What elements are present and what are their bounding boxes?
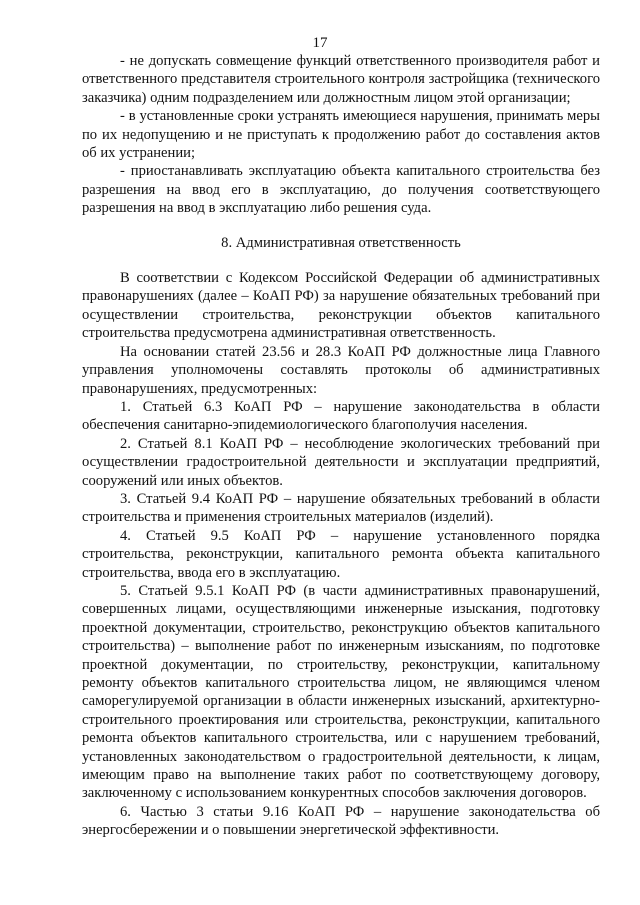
obligation-paragraph: - приостанавливать эксплуатацию объекта капитального строительства без разрешения на ввод его в эксплуатацию, до получения соответствующего разрешения на ввод в эксплуатацию либо решения суда. bbox=[82, 163, 600, 217]
list-item: 6. Частью 3 статьи 9.16 КоАП РФ – нарушение законодательства об энергосбережении и о повышении энергетической эффективности. bbox=[82, 803, 600, 839]
list-item: 1. Статьей 6.3 КоАП РФ – нарушение законодательства в области обеспечения санитарно-эпидемиологического благополучия населения. bbox=[82, 398, 600, 434]
list-item: 3. Статьей 9.4 КоАП РФ – нарушение обязательных требований в области строительства и применения строительных материалов (изделий). bbox=[82, 490, 600, 526]
document-body bbox=[82, 52, 600, 840]
body-paragraph: В соответствии с Кодексом Российской Федерации об административных правонарушениях (далее – КоАП РФ) за нарушение обязательных требований при осуществлении строительства, реконструкции объектов капитального строительства предусмотрена административная ответственность. bbox=[82, 270, 600, 342]
section-title: 8. Административная ответственность bbox=[221, 234, 461, 251]
obligation-paragraph: - не допускать совмещение функций ответственного производителя работ и ответственного представителя строительного контроля застройщика (технического заказчика) одним подразделением или должностным лицом этой организации; bbox=[82, 53, 600, 106]
list-item: 4. Статьей 9.5 КоАП РФ – нарушение установленного порядка строительства, реконструкции, капитального ремонта объекта капитального строительства, ввода его в эксплуатацию. bbox=[82, 527, 600, 581]
body-paragraph: На основании статей 23.56 и 28.3 КоАП РФ должностные лица Главного управления уполномочены составлять протоколы об административных правонарушениях, предусмотренных: bbox=[82, 343, 600, 397]
list-item: 2. Статьей 8.1 КоАП РФ – несоблюдение экологических требований при осуществлении градостроительной деятельности и эксплуатации предприятий, сооружений или иных объектов. bbox=[82, 435, 600, 489]
list-item: 5. Статьей 9.5.1 КоАП РФ (в части административных правонарушений, совершенных лицами, осуществляющими инженерные изыскания, подготовку проектной документации, строительство, реконструкцию объектов капитального строительства) – выполнение работ по инженерным изысканиям, по подготовке проектной документации, по строительству, реконструкции, капитальному ремонту объектов капитального строительства лицом, не являющимся членом саморегулируемой организации в области инженерных изысканий, архитектурно-строительного проектирования или строительства, реконструкции, капитального ремонта объектов капитального строительства, или с нарушением требований, установленных законодательством о градостроительной деятельности, к лицам, имеющим право на выполнение таких работ по соответствующему договору, заключенному с использованием конкурентных способов заключения договоров. bbox=[82, 582, 600, 802]
page-number: 17 bbox=[312, 35, 328, 51]
obligation-paragraph: - в установленные сроки устранять имеющиеся нарушения, принимать меры по их недопущению и не приступать к продолжению работ до составления актов об их устранении; bbox=[82, 108, 600, 162]
